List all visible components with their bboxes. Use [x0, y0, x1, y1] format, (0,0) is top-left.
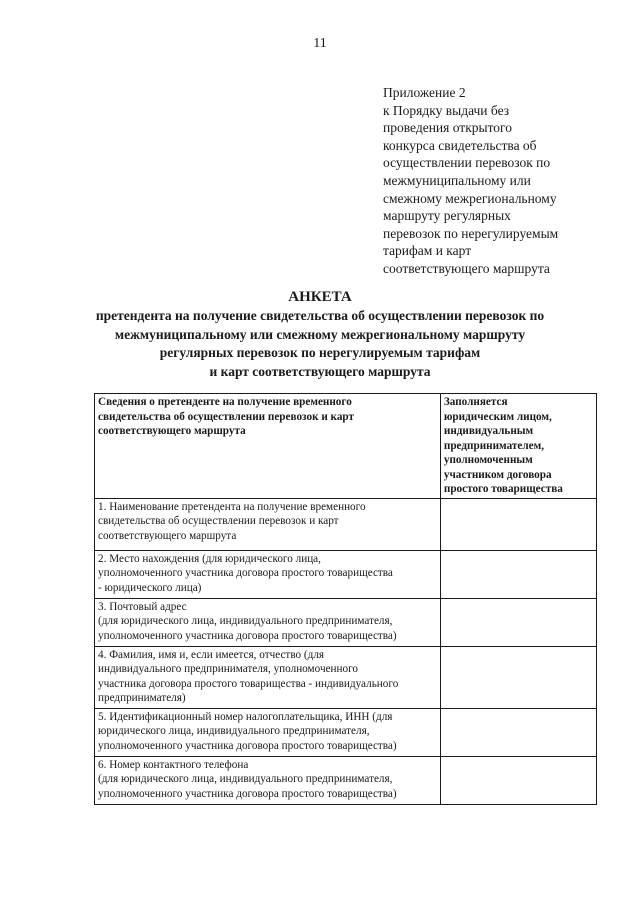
row-value-cell[interactable] — [440, 646, 596, 708]
table-row — [95, 598, 597, 646]
row-text-line: соответствующего маршрута — [98, 529, 237, 542]
row-label-cell — [95, 756, 441, 804]
row-text-line: 4. Фамилия, имя и, если имеется, отчество (для — [98, 648, 325, 661]
title-line: регулярных перевозок по нерегулируемым тарифам — [159, 345, 481, 360]
row-value-cell[interactable] — [440, 598, 596, 646]
row-text-line: 2. Место нахождения (для юридического лица, — [98, 552, 321, 565]
row-label-cell — [95, 646, 441, 708]
appendix-line: проведения открытого — [383, 120, 513, 136]
appendix-line: перевозок по нерегулируемым — [383, 225, 559, 241]
appendix-line: к Порядку выдачи без — [383, 102, 510, 118]
header-right-line: уполномоченным — [443, 454, 533, 466]
appendix-line: межмуниципальному или — [383, 172, 531, 188]
row-value-cell[interactable] — [440, 550, 596, 598]
row-text-line: уполномоченного участника договора простого товарищества) — [98, 629, 397, 642]
title-line: претендента на получение свидетельства об осуществлении перевозок по — [95, 308, 545, 323]
appendix-note — [383, 84, 613, 278]
row-value-cell[interactable] — [440, 498, 596, 550]
header-right-line: предпринимателем, — [443, 439, 544, 452]
row-text-line: участника договора простого товарищества - индивидуального — [98, 677, 399, 690]
title-line: межмуниципальному или смежному межрегиональному маршруту — [114, 326, 526, 342]
title-line: и карт соответствующего маршрута — [209, 363, 431, 379]
row-text-line: 1. Наименование претендента на получение временного — [98, 500, 366, 513]
row-label-cell — [95, 498, 441, 550]
table-header-row — [95, 394, 597, 499]
header-right-line: индивидуальным — [443, 425, 534, 437]
row-text-line: уполномоченного участника договора простого товарищества) — [98, 739, 397, 752]
form-title — [0, 288, 640, 381]
row-text-line: индивидуального предпринимателя, уполномоченного — [98, 663, 359, 675]
appendix-line: тарифам и карт — [383, 243, 472, 259]
questionnaire-table — [94, 393, 597, 805]
header-right-line: простого товарищества — [443, 483, 563, 495]
title-main: АНКЕТА — [288, 289, 352, 305]
header-left-line: соответствующего маршрута — [98, 425, 246, 437]
row-label-cell — [95, 708, 441, 756]
header-right-line: участником договора — [443, 468, 552, 481]
row-value-cell[interactable] — [440, 756, 596, 804]
header-right-line: Заполняется — [443, 396, 508, 408]
row-label-cell — [95, 550, 441, 598]
row-text-line: (для юридического лица, индивидуального предпринимателя, — [98, 615, 393, 627]
appendix-line: Приложение 2 — [383, 85, 466, 100]
appendix-line: конкурса свидетельства об — [383, 137, 537, 153]
row-text-line: свидетельства об осуществлении перевозок и карт — [98, 515, 339, 527]
table-row — [95, 550, 597, 598]
row-text-line: предпринимателя) — [98, 692, 186, 704]
appendix-line: смежному межрегиональному — [383, 190, 557, 206]
appendix-line: соответствующего маршрута — [383, 260, 550, 276]
row-text-line: (для юридического лица, индивидуального предпринимателя, — [98, 773, 393, 785]
header-right-line: юридическим лицом, — [443, 410, 552, 423]
row-text-line: 5. Идентификационный номер налогоплательщика, ИНН (для — [98, 710, 393, 723]
row-text-line: уполномоченного участника договора простого товарищества — [98, 567, 393, 579]
row-text-line: уполномоченного участника договора простого товарищества) — [98, 787, 397, 800]
table-row — [95, 756, 597, 804]
row-text-line: юридического лица, индивидуального предпринимателя, — [98, 725, 370, 737]
row-text-line: 6. Номер контактного телефона — [98, 758, 249, 771]
header-left-line: свидетельства об осуществлении перевозок и карт — [98, 410, 355, 423]
row-text-line: 3. Почтовый адрес — [98, 600, 187, 613]
page-number: 11 — [313, 36, 327, 51]
header-left-cell — [95, 394, 441, 499]
table-row — [95, 708, 597, 756]
header-right-cell — [440, 394, 596, 499]
header-left-line: Сведения о претенденте на получение временного — [98, 396, 352, 408]
appendix-line: маршруту регулярных — [383, 208, 511, 224]
table-row — [95, 498, 597, 550]
row-label-cell — [95, 598, 441, 646]
table-row — [95, 646, 597, 708]
row-value-cell[interactable] — [440, 708, 596, 756]
row-text-line: - юридического лица) — [98, 581, 202, 594]
appendix-line: осуществлении перевозок по — [383, 155, 551, 171]
